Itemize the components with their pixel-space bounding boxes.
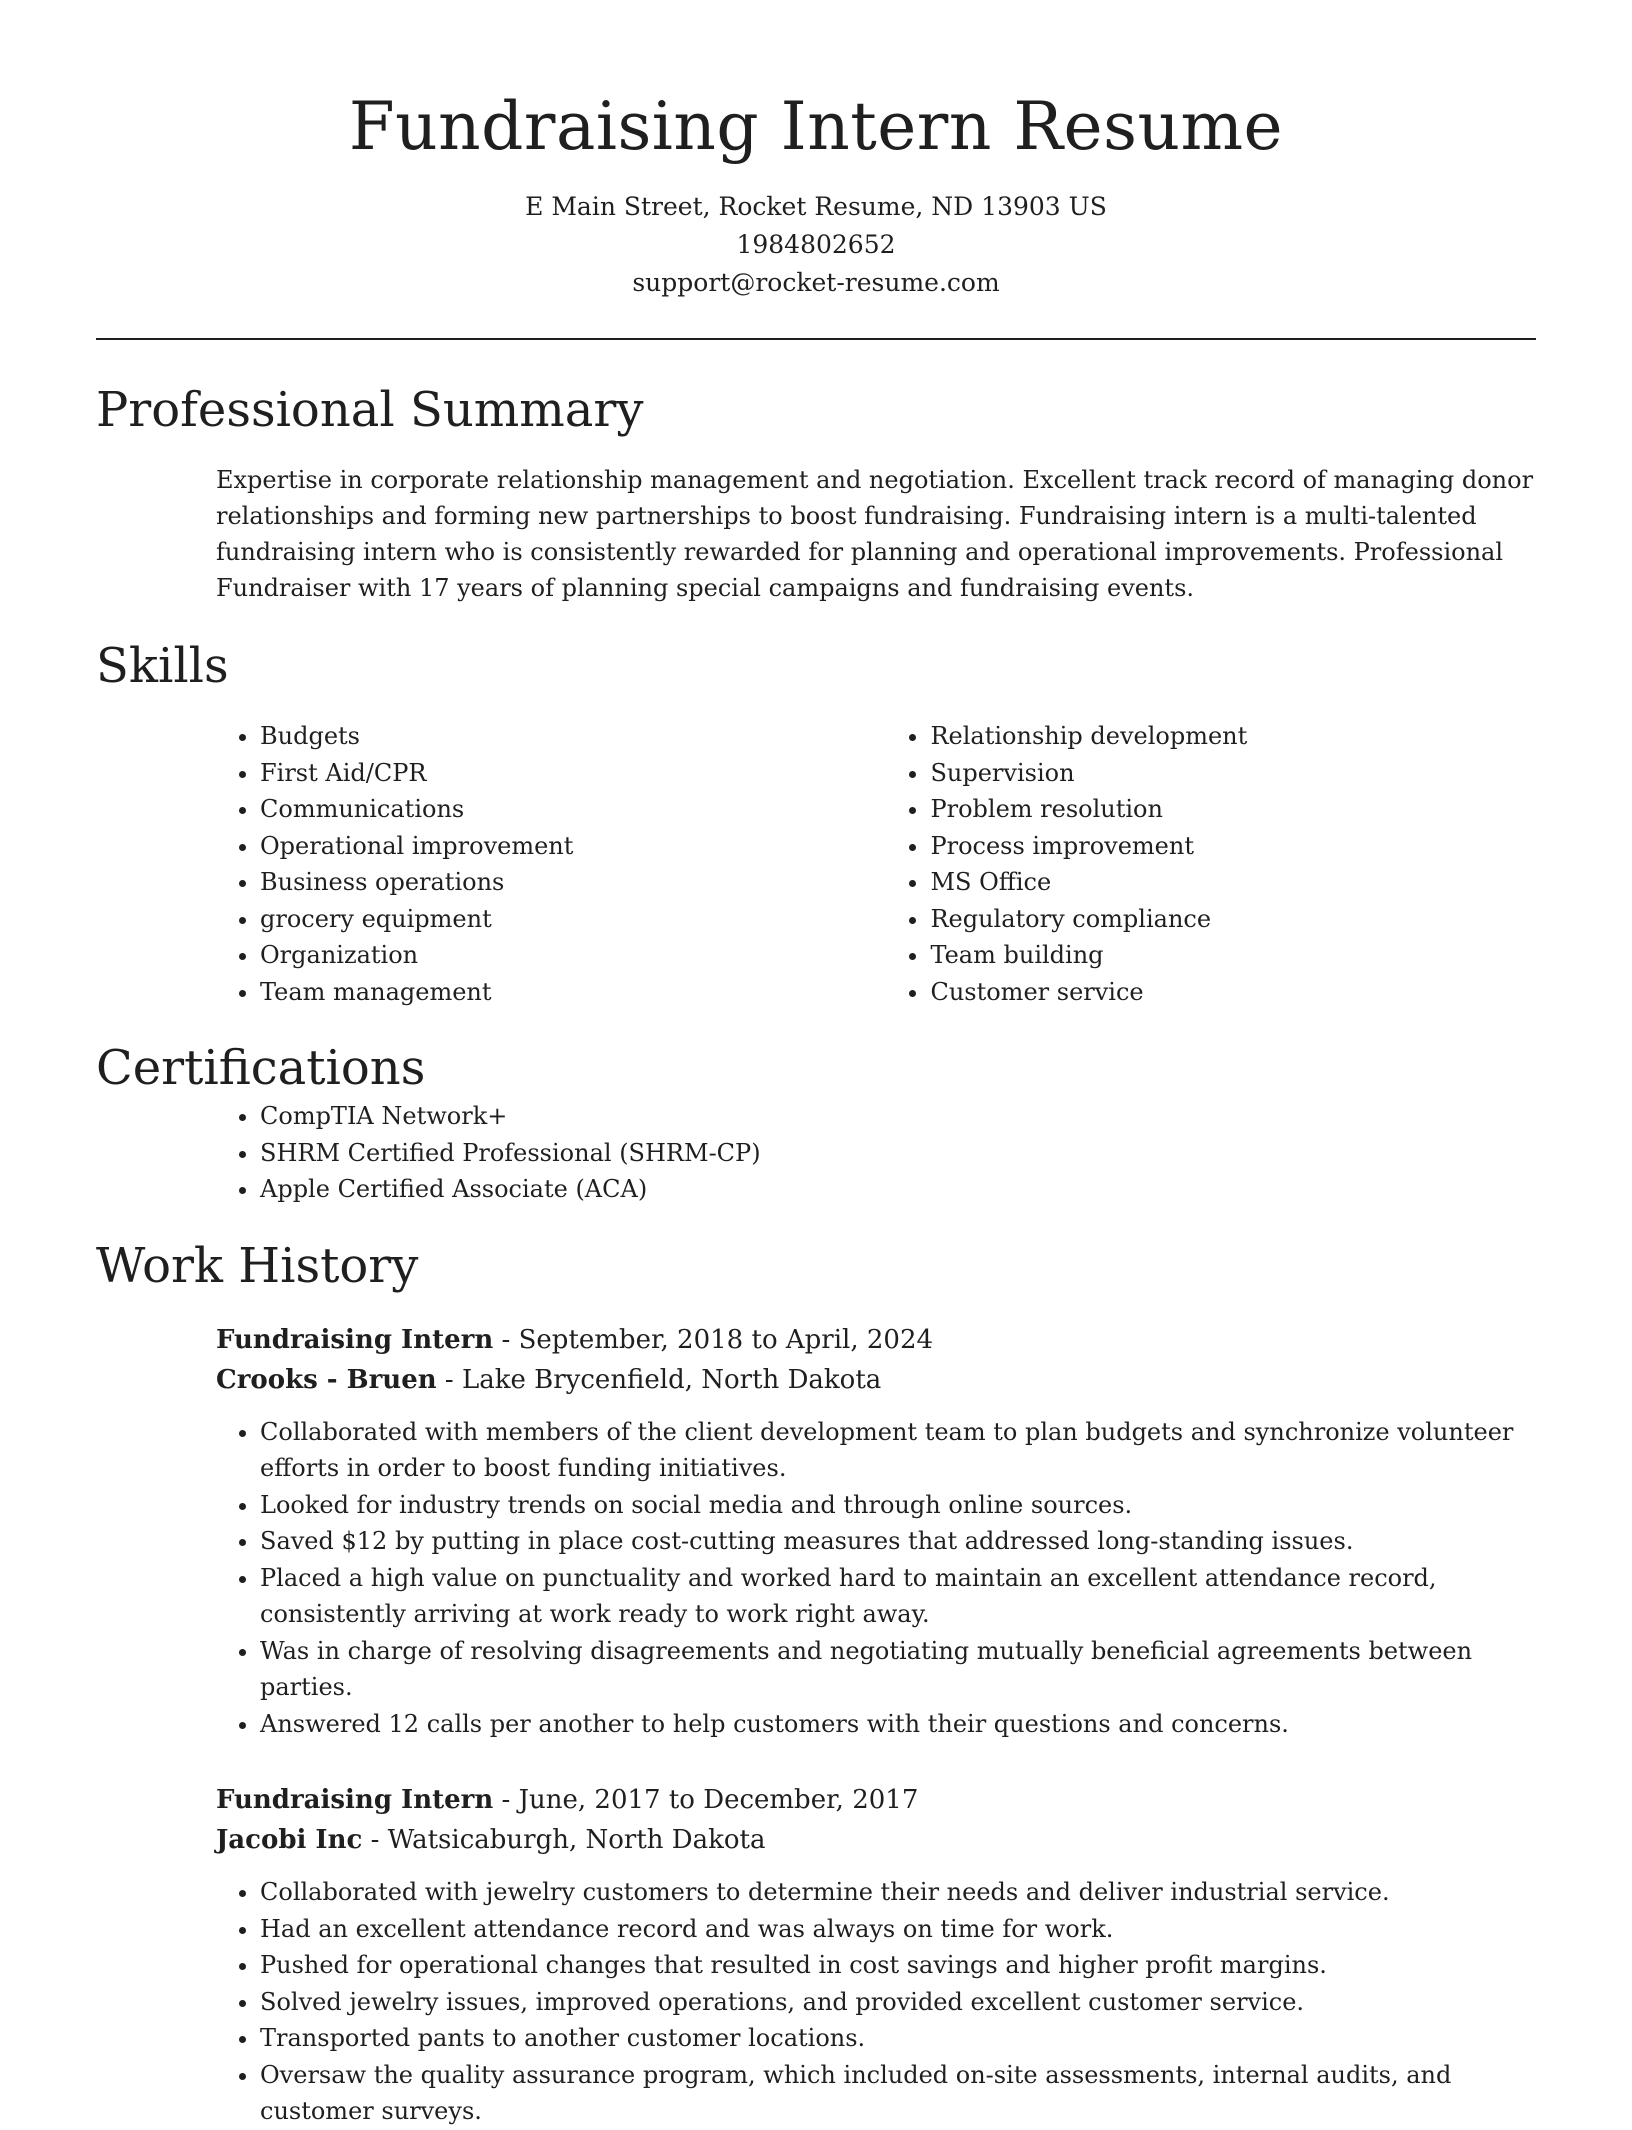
skill-item: • Operational improvement bbox=[260, 828, 830, 865]
skills-section bbox=[96, 636, 1536, 1010]
skill-item: • Organization bbox=[260, 937, 830, 974]
job-role: Fundraising Intern bbox=[216, 1785, 494, 1815]
job-bullet-list bbox=[96, 1414, 1536, 1743]
skill-item: • Budgets bbox=[260, 718, 830, 755]
skill-item: • Supervision bbox=[930, 755, 1536, 792]
certification-item: • CompTIA Network+ bbox=[260, 1098, 1536, 1135]
skill-item: • Business operations bbox=[260, 864, 830, 901]
skill-item: • Customer service bbox=[930, 974, 1536, 1011]
job-role: Fundraising Intern bbox=[216, 1324, 494, 1355]
certifications-list bbox=[96, 1098, 1536, 1208]
job-role-line bbox=[216, 1320, 1536, 1360]
job-entry bbox=[96, 1780, 1536, 2130]
skill-item: • Process improvement bbox=[930, 828, 1536, 865]
job-bullet: • Solved jewelry issues, improved operations, and provided excellent customer service. bbox=[260, 1984, 1536, 2021]
header-divider bbox=[96, 338, 1536, 340]
job-bullet: • Transported pants to another customer locations. bbox=[260, 2020, 1536, 2057]
skill-item: • Communications bbox=[260, 791, 830, 828]
certifications-section bbox=[96, 1038, 1536, 1208]
certification-item: • Apple Certified Associate (ACA) bbox=[260, 1171, 1536, 1208]
section-title-skills: Skills bbox=[96, 638, 229, 694]
job-bullet: • Saved $12 by putting in place cost-cutting measures that addressed long-standing issues. bbox=[260, 1523, 1536, 1560]
resume-page bbox=[96, 0, 1536, 2130]
address: E Main Street, Rocket Resume, ND 13903 US bbox=[525, 192, 1107, 221]
professional-summary-section bbox=[96, 380, 1536, 606]
skill-item: • MS Office bbox=[930, 864, 1536, 901]
resume-header bbox=[96, 0, 1536, 302]
summary-text: Expertise in corporate relationship management and negotiation. Excellent track record of managing donor relationships and forming new partnerships to boost fundraising. Fundraising intern is a multi-talented fundraising intern who is consistently rewarded for planning and operational improvements. Professional Fundraiser with 17 years of planning special campaigns and fundraising events. bbox=[216, 466, 1534, 602]
job-bullet: • Oversaw the quality assurance program, which included on-site assessments, internal audits, and customer surveys. bbox=[260, 2057, 1536, 2130]
job-bullet: • Collaborated with jewelry customers to determine their needs and deliver industrial service. bbox=[260, 1874, 1536, 1911]
skills-list-left bbox=[96, 718, 830, 1010]
job-company: Crooks - Bruen bbox=[216, 1364, 437, 1395]
job-bullet: • Placed a high value on punctuality and worked hard to maintain an excellent attendance record, consistently arriving at work ready to work right away. bbox=[260, 1560, 1536, 1633]
job-company-line bbox=[216, 1360, 1536, 1400]
skill-item: • grocery equipment bbox=[260, 901, 830, 938]
section-title-certifications: Certifications bbox=[96, 1040, 426, 1096]
job-entry bbox=[96, 1320, 1536, 1743]
job-bullet: • Collaborated with members of the client development team to plan budgets and synchronize volunteer efforts in order to boost funding initiatives. bbox=[260, 1414, 1536, 1487]
skills-columns bbox=[96, 718, 1536, 1010]
skill-item: • First Aid/CPR bbox=[260, 755, 830, 792]
job-dates: - June, 2017 to December, 2017 bbox=[493, 1785, 919, 1815]
contact-block bbox=[96, 188, 1536, 302]
skill-item: • Problem resolution bbox=[930, 791, 1536, 828]
resume-title: Fundraising Intern Resume bbox=[348, 88, 1284, 165]
job-role-line bbox=[216, 1780, 1536, 1820]
job-bullet: • Looked for industry trends on social media and through online sources. bbox=[260, 1487, 1536, 1524]
skill-item: • Relationship development bbox=[930, 718, 1536, 755]
email: support@rocket-resume.com bbox=[632, 268, 1000, 297]
job-location: - Watsicaburgh, North Dakota bbox=[362, 1825, 766, 1855]
job-company-line bbox=[216, 1820, 1536, 1860]
work-history-section bbox=[96, 1236, 1536, 2130]
job-bullet: • Had an excellent attendance record and was always on time for work. bbox=[260, 1911, 1536, 1948]
job-company: Jacobi Inc bbox=[216, 1825, 363, 1855]
job-bullet: • Was in charge of resolving disagreements and negotiating mutually beneficial agreements between parties. bbox=[260, 1633, 1536, 1706]
job-bullet: • Answered 12 calls per another to help customers with their questions and concerns. bbox=[260, 1706, 1536, 1743]
job-location: - Lake Brycenfield, North Dakota bbox=[436, 1364, 882, 1395]
section-title-summary: Professional Summary bbox=[96, 382, 644, 438]
skill-item: • Team management bbox=[260, 974, 830, 1011]
skill-item: • Regulatory compliance bbox=[930, 901, 1536, 938]
section-title-work-history: Work History bbox=[96, 1237, 419, 1294]
job-bullet: • Pushed for operational changes that resulted in cost savings and higher profit margins. bbox=[260, 1947, 1536, 1984]
job-bullets bbox=[96, 1874, 1536, 2130]
phone: 1984802652 bbox=[736, 230, 896, 259]
skill-item: • Team building bbox=[930, 937, 1536, 974]
job-dates: - September, 2018 to April, 2024 bbox=[493, 1324, 934, 1355]
job-bullet-list bbox=[96, 1874, 1536, 2130]
certification-item: • SHRM Certified Professional (SHRM-CP) bbox=[260, 1135, 1536, 1172]
job-bullets bbox=[96, 1414, 1536, 1743]
skills-list-right bbox=[830, 718, 1536, 1010]
